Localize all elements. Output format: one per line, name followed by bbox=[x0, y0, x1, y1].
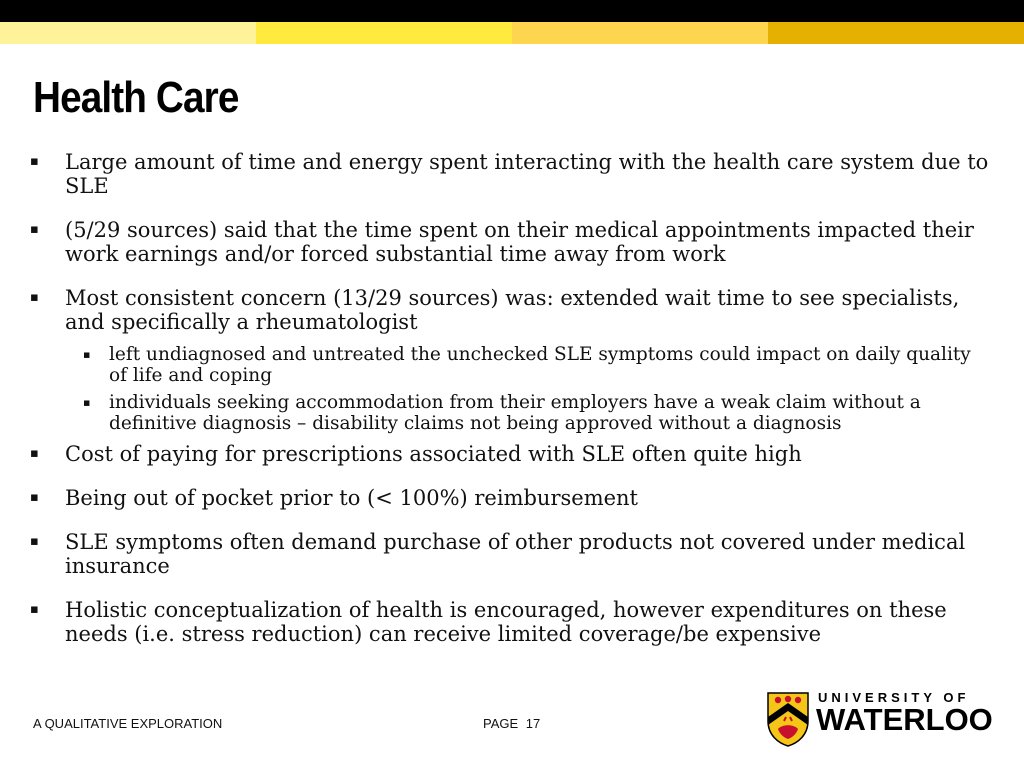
bullet-item bbox=[30, 486, 990, 510]
bullet-text: Most consistent concern (13/29 sources) was: extended wait time to see specialists, and specifically a rheumatologist bbox=[65, 286, 960, 334]
bullet-text: Being out of pocket prior to (< 100%) reimbursement bbox=[65, 486, 638, 510]
bullet-text: Holistic conceptualization of health is encouraged, however expenditures on these needs (i.e. stress reduction) can receive limited coverage/be expensive bbox=[65, 598, 947, 646]
bullet-item bbox=[30, 150, 990, 198]
top-black-bar bbox=[0, 0, 1024, 22]
bullet-text: Large amount of time and energy spent interacting with the health care system due to SLE bbox=[65, 150, 989, 198]
logo-text-waterloo: WATERLOO bbox=[816, 702, 993, 737]
footer-presentation-title: A QUALITATIVE EXPLORATION bbox=[33, 716, 223, 731]
bullet-list bbox=[30, 150, 990, 646]
header-stripe-1 bbox=[0, 22, 256, 44]
sub-bullet-list bbox=[65, 344, 990, 434]
bullet-item bbox=[30, 530, 990, 578]
bullet-text: (5/29 sources) said that the time spent on their medical appointments impacted their work earnings and/or forced substantial time away from work bbox=[65, 218, 974, 266]
header-stripe-4 bbox=[768, 22, 1024, 44]
bullet-text: SLE symptoms often demand purchase of other products not covered under medical insurance bbox=[65, 530, 966, 578]
bullet-item bbox=[30, 598, 990, 646]
header-stripe-3 bbox=[512, 22, 768, 44]
university-logo bbox=[766, 690, 996, 748]
sub-bullet-text: left undiagnosed and untreated the unchecked SLE symptoms could impact on daily quality of life and coping bbox=[109, 344, 971, 386]
sub-bullet-text: individuals seeking accommodation from their employers have a weak claim without a definitive diagnosis – disability claims not being approved without a diagnosis bbox=[109, 392, 921, 434]
bullet-item bbox=[30, 286, 990, 434]
bullet-item bbox=[30, 442, 990, 466]
header-stripe-2 bbox=[256, 22, 512, 44]
footer-page-number: PAGE 17 bbox=[483, 716, 541, 731]
sub-bullet-item bbox=[65, 392, 990, 434]
slide-title: Health Care bbox=[33, 73, 239, 122]
slide-body bbox=[30, 150, 990, 666]
header-color-stripes bbox=[0, 22, 1024, 44]
sub-bullet-item bbox=[65, 344, 990, 386]
waterloo-shield-icon bbox=[766, 691, 810, 747]
logo-text-university-of: UNIVERSITY OF bbox=[818, 690, 970, 705]
bullet-item bbox=[30, 218, 990, 266]
bullet-text: Cost of paying for prescriptions associated with SLE often quite high bbox=[65, 442, 802, 466]
